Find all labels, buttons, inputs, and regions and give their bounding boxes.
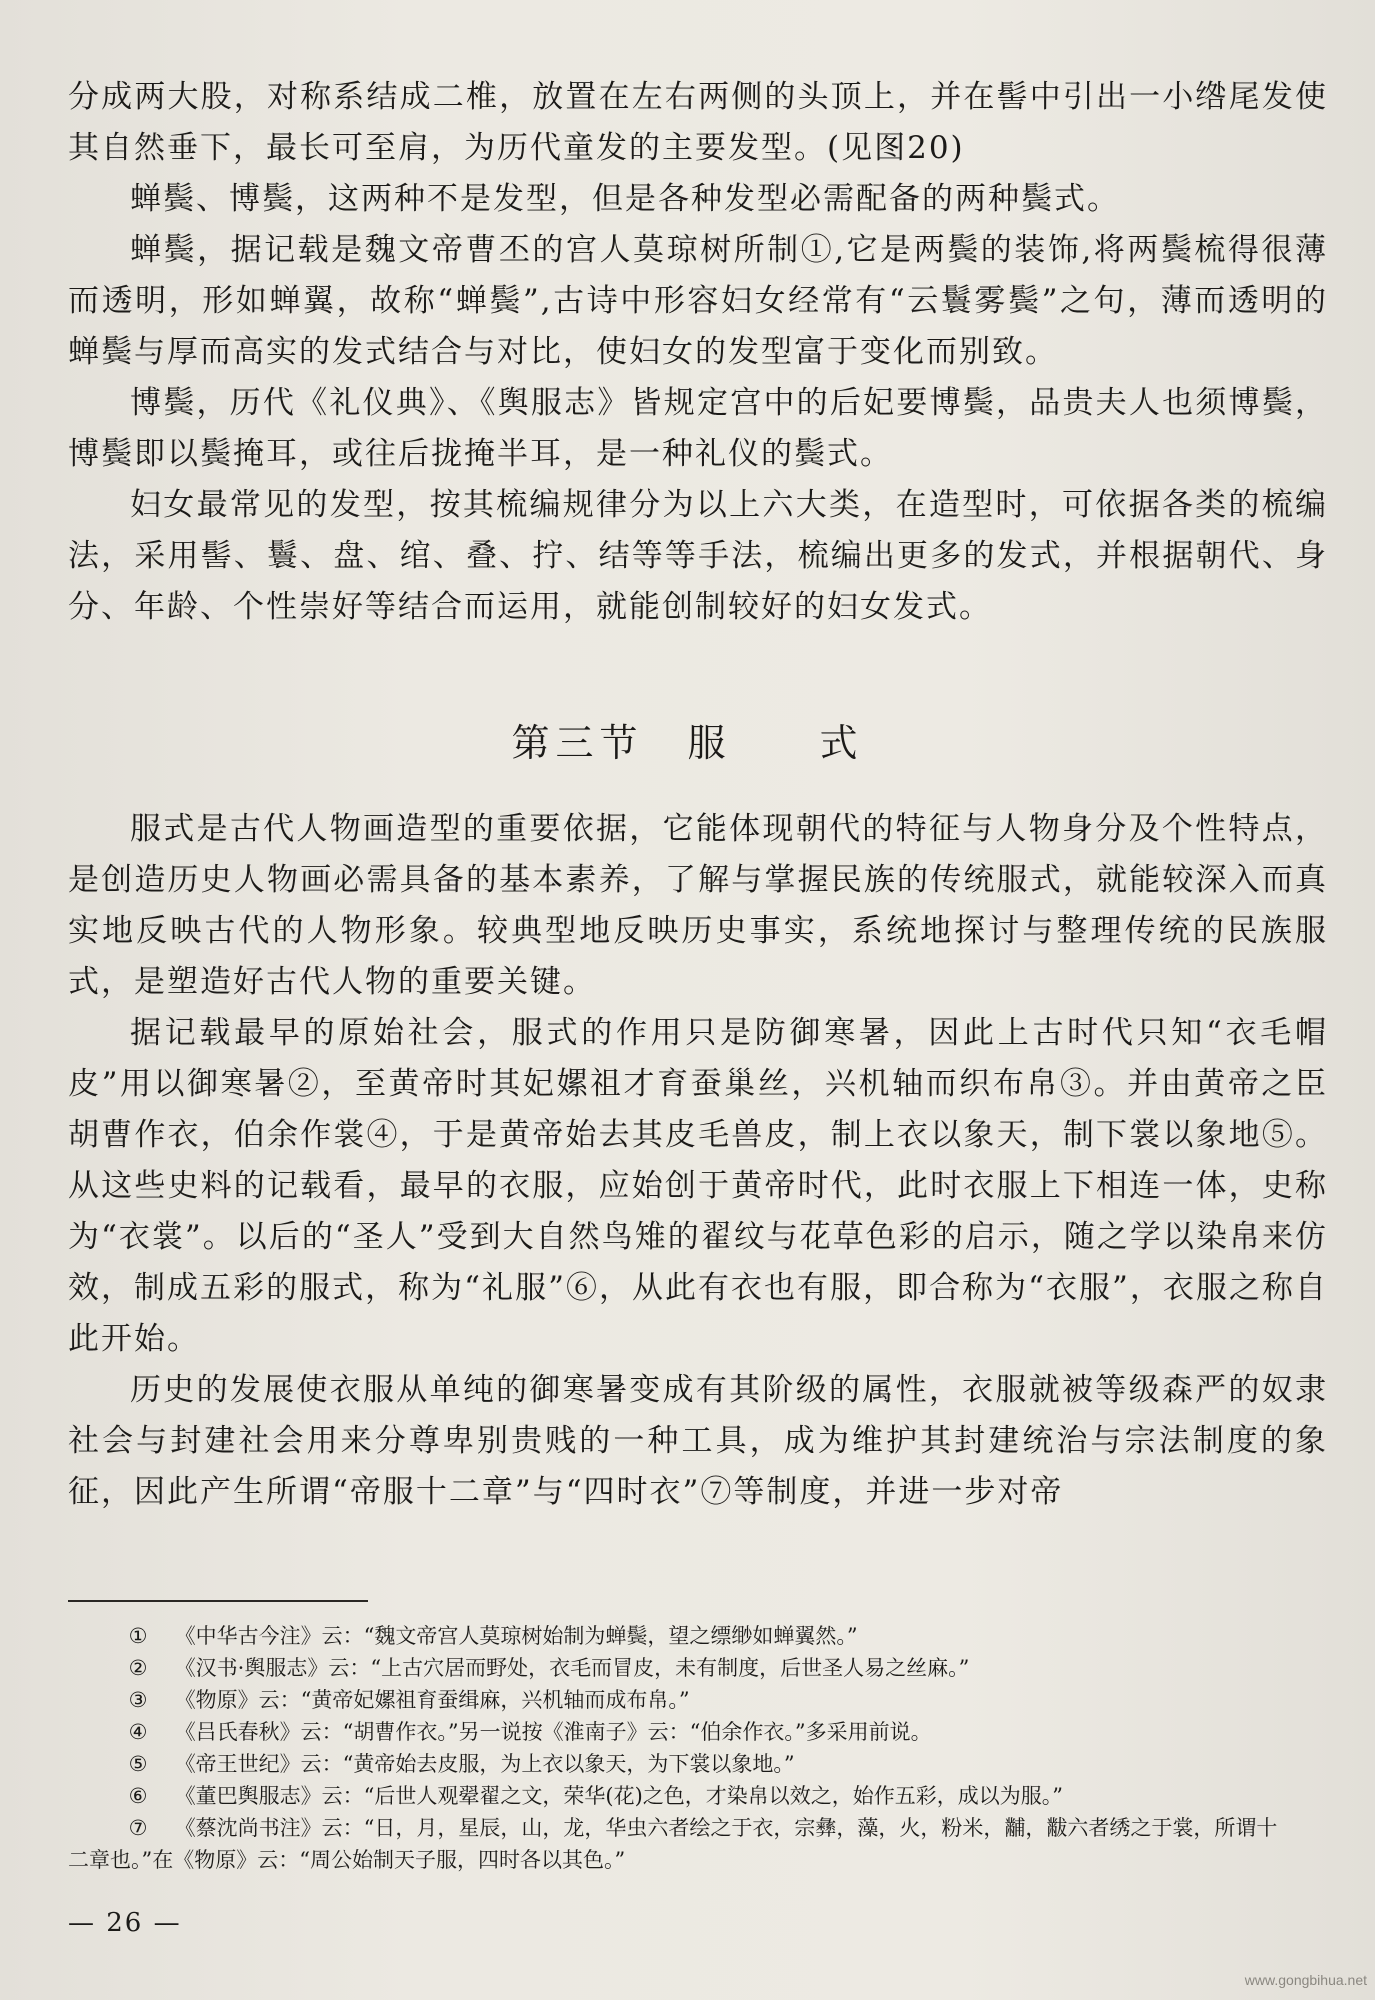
footnote-number: ⑥ <box>128 1784 148 1808</box>
footnotes <box>68 1620 1298 1876</box>
footnote-3 <box>68 1684 1298 1716</box>
footnote-text: 《董巴舆服志》云：“后世人观翚翟之文，荣华(花)之色，才染帛以效之，始作五彩，成以为服。” <box>174 1784 1064 1808</box>
body-text-top <box>68 72 1328 633</box>
footnote-7 <box>68 1812 1298 1876</box>
paragraph-8: 历史的发展使衣服从单纯的御寒暑变成有其阶级的属性，衣服就被等级森严的奴隶社会与封建社会用来分尊卑别贵贱的一种工具，成为维护其封建统治与宗法制度的象征，因此产生所谓“帝服十二章”与“四时衣”⑦等制度，并进一步对帝 <box>68 1372 1328 1510</box>
footnote-divider <box>68 1600 368 1602</box>
footnote-text: 《中华古今注》云：“魏文帝宫人莫琼树始制为蝉鬓，望之缥缈如蝉翼然。” <box>174 1624 858 1648</box>
site-watermark: www.gongbihua.net <box>1244 1972 1367 1988</box>
paragraph-3: 蝉鬓，据记载是魏文帝曹丕的宫人莫琼树所制①,它是两鬓的装饰,将两鬓梳得很薄而透明，形如蝉翼，故称“蝉鬓”,古诗中形容妇女经常有“云鬟雾鬓”之句，薄而透明的蝉鬓与厚而高实的发式结合与对比，使妇女的发型富于变化而别致。 <box>68 232 1328 370</box>
page-number: — 26 — <box>68 1908 182 1938</box>
paragraph-5: 妇女最常见的发型，按其梳编规律分为以上六大类，在造型时，可依据各类的梳编法，采用髻、鬟、盘、绾、叠、拧、结等等手法，梳编出更多的发式，并根据朝代、身分、年龄、个性崇好等结合而运用，就能创制较好的妇女发式。 <box>68 487 1328 625</box>
footnote-1 <box>68 1620 1298 1652</box>
footnote-6 <box>68 1780 1298 1812</box>
footnote-text: 《帝王世纪》云：“黄帝始去皮服，为上衣以象天，为下裳以象地。” <box>174 1752 795 1776</box>
paragraph-2: 蝉鬓、博鬓，这两种不是发型，但是各种发型必需配备的两种鬓式。 <box>130 181 1120 217</box>
footnote-4 <box>68 1716 1298 1748</box>
footnote-5 <box>68 1748 1298 1780</box>
footnote-number: ③ <box>128 1688 148 1712</box>
footnote-number: ② <box>128 1656 148 1680</box>
footnote-number: ④ <box>128 1720 148 1744</box>
footnote-text: 《吕氏春秋》云：“胡曹作衣。”另一说按《淮南子》云：“伯余作衣。”多采用前说。 <box>174 1720 932 1744</box>
footnote-2 <box>68 1652 1298 1684</box>
footnote-text: 《汉书·舆服志》云：“上古穴居而野处，衣毛而冒皮，未有制度，后世圣人易之丝麻。” <box>174 1656 970 1680</box>
paragraph-4: 博鬓，历代《礼仪典》、《舆服志》皆规定宫中的后妃要博鬓，品贵夫人也须博鬓，博鬓即以鬓掩耳，或往后拢掩半耳，是一种礼仪的鬓式。 <box>68 385 1328 472</box>
paragraph-6: 服式是古代人物画造型的重要依据，它能体现朝代的特征与人物身分及个性特点，是创造历史人物画必需具备的基本素养，了解与掌握民族的传统服式，就能较深入而真实地反映古代的人物形象。较典型地反映历史事实，系统地探讨与整理传统的民族服式，是塑造好古代人物的重要关键。 <box>68 811 1328 1000</box>
paragraph-1: 分成两大股，对称系结成二椎，放置在左右两侧的头顶上，并在髻中引出一小绺尾发使其自然垂下，最长可至肩，为历代童发的主要发型。(见图20) <box>68 79 1328 166</box>
section-title: 第三节 服 式 <box>511 721 864 765</box>
footnote-number: ⑦ <box>128 1816 148 1840</box>
footnote-text: 《蔡沈尚书注》云：“日，月，星辰，山，龙，华虫六者绘之于衣，宗彝，藻，火，粉米，黼，黻六者绣之于裳，所谓十二章也。”在《物原》云：“周公始制天子服，四时各以其色。” <box>68 1816 1278 1872</box>
body-text-bottom <box>68 804 1328 1518</box>
footnote-number: ⑤ <box>128 1752 148 1776</box>
paragraph-7: 据记载最早的原始社会，服式的作用只是防御寒暑，因此上古时代只知“衣毛帽皮”用以御寒暑②，至黄帝时其妃嫘祖才育蚕巢丝，兴机轴而织布帛③。并由黄帝之臣胡曹作衣，伯余作裳④，于是黄帝始去其皮毛兽皮，制上衣以象天，制下裳以象地⑤。从这些史料的记载看，最早的衣服，应始创于黄帝时代，此时衣服上下相连一体，史称为“衣裳”。以后的“圣人”受到大自然鸟雉的翟纹与花草色彩的启示，随之学以染帛来仿效，制成五彩的服式，称为“礼服”⑥，从此有衣也有服，即合称为“衣服”，衣服之称自此开始。 <box>68 1015 1328 1357</box>
footnote-number: ① <box>128 1624 148 1648</box>
footnote-text: 《物原》云：“黄帝妃嫘祖育蚕缉麻，兴机轴而成布帛。” <box>174 1688 690 1712</box>
